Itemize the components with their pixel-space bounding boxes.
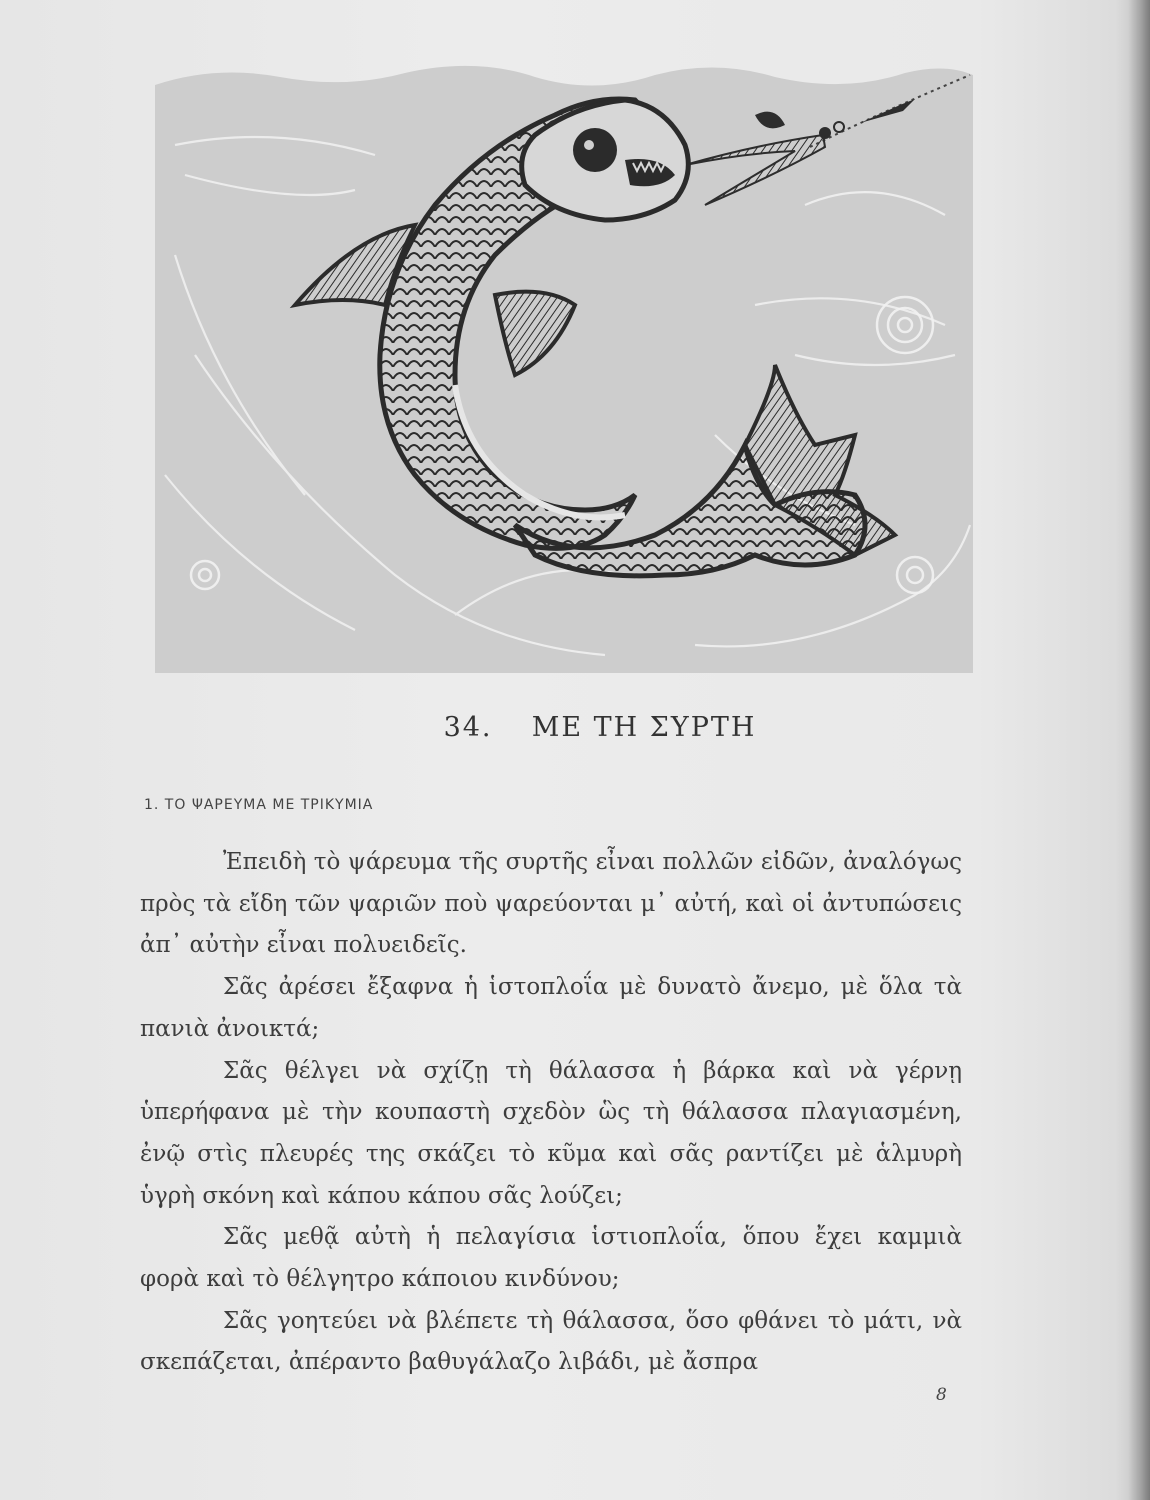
fish-illustration xyxy=(155,55,973,673)
paragraph: Σᾶς θέλγει νὰ σχίζῃ τὴ θάλασσα ἡ βάρκα καὶ νὰ γέρνῃ ὑπερήφανα μὲ τὴν κουπαστὴ σχεδὸν ὣς τὴ θάλασσα πλαγιασμένη, ἐνῷ στὶς πλευρές της σκάζει τὸ κῦμα καὶ σᾶς ραντίζει μὲ ἁλμυρὴ ὑγρὴ σκόνη καὶ κάπου κάπου σᾶς λούζει; xyxy=(140,1057,962,1209)
chapter-number: 34. xyxy=(443,712,493,743)
page-number: 8 xyxy=(936,1385,947,1405)
chapter-title-text: ΜΕ ΤΗ ΣΥΡΤΗ xyxy=(531,712,757,743)
paragraph: Σᾶς γοητεύει νὰ βλέπετε τὴ θάλασσα, ὅσο φθάνει τὸ μάτι, νὰ σκεπάζεται, ἀπέραντο βαθυγάλαζο λιβάδι, μὲ ἄσπρα xyxy=(140,1307,962,1376)
paragraph: Σᾶς ἀρέσει ἔξαφνα ἡ ἱστοπλοΐα μὲ δυνατὸ ἄνεμο, μὲ ὅλα τὰ πανιὰ ἀνοικτά; xyxy=(140,974,962,1042)
leaping-fish-with-lure-illustration xyxy=(155,55,973,673)
page-edge-shadow xyxy=(1128,0,1150,1500)
paragraph: Σᾶς μεθᾷ αὐτὴ ἡ πελαγίσια ἱστιοπλοΐα, ὅπου ἔχει καμμιὰ φορὰ καὶ τὸ θέλγητρο κάποιου κινδύνου; xyxy=(140,1224,962,1293)
paragraph: Ἐπειδὴ τὸ ψάρευμα τῆς συρτῆς εἶναι πολλῶν εἰδῶν, ἀναλόγως πρὸς τὰ εἴδη τῶν ψαριῶν ποὺ ψαρεύονται μ᾽ αὐτή, καὶ οἱ ἀντυπώσεις ἀπ᾽ αὐτὴν εἶναι πολυειδεῖς. xyxy=(140,849,962,959)
body-text xyxy=(140,842,962,1384)
section-heading: 1. ΤΟ ΨΑΡΕΥΜΑ ΜΕ ΤΡΙΚΥΜΙΑ xyxy=(144,797,374,813)
chapter-title xyxy=(25,712,1150,743)
